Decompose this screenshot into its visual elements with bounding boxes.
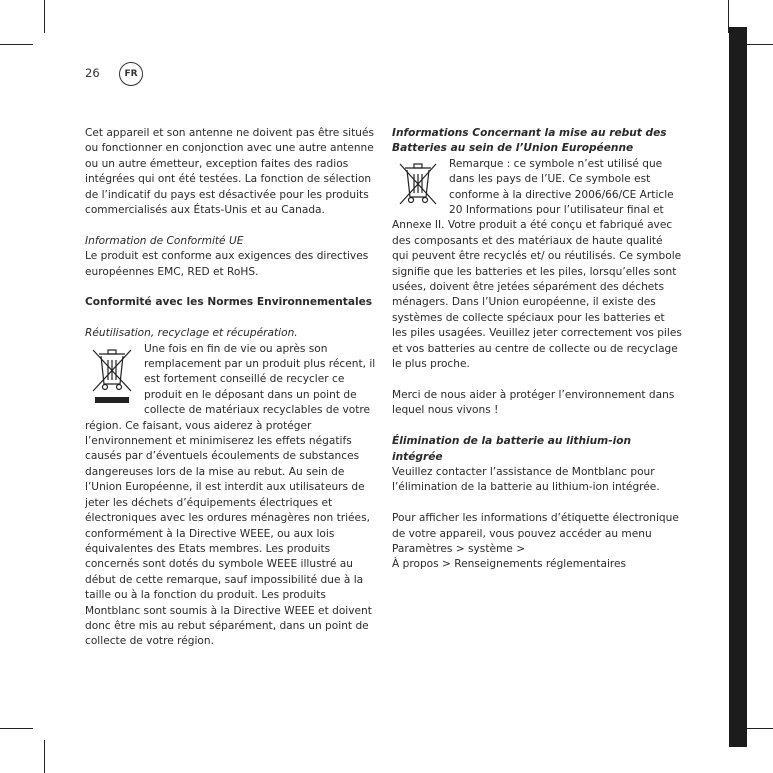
regulatory-section bbox=[392, 511, 682, 573]
environment-heading: Conformité avec les Normes Environnementales bbox=[85, 296, 373, 309]
conformity-heading: Information de Conformité UE bbox=[85, 234, 244, 247]
recycling-heading: Réutilisation, recyclage et récupération. bbox=[85, 327, 298, 340]
crop-mark bbox=[0, 44, 33, 45]
recycling-text: Une fois en fin de vie ou après son remplacement par un produit plus récent, il est fortement conseillé de recycler ce produit en le déposant dans un point de collecte de matériaux recyclables de votre région. Ce faisant, vous aiderez à protéger l’environnement et minimiserez les effets négatifs causés par d’éventuels écoulements de substances dangereuses lors de la mise au rebut. Au sein de l’Union Européenne, il est interdit aux utilisateurs de jeter les déchets d’équipements électriques et électroniques avec les ordures ménagères non triées, conformément à la Directive WEEE, ou aux lois équivalentes des Etats membres. Les produits concernés sont dotés du symbole WEEE illustré au début de cette remarque, sauf impossibilité due à la taille ou à la fonction du produit. Les produits Montblanc sont soumis à la Directive WEEE et doivent donc être mis au rebut séparément, dans un point de collecte de votre région. bbox=[85, 342, 376, 648]
battery-bin-icon bbox=[392, 159, 444, 207]
regulatory-text: Pour afficher les informations d’étiquette électronique de votre appareil, vous pouvez accéder au menu Paramètres > système > bbox=[392, 512, 679, 555]
antenna-paragraph: Cet appareil et son antenne ne doivent pas être situés ou fonctionner en conjonction avec une autre antenne ou un autre émetteur, exception faites des radios intégrées qui ont été testées. La fonction de sélection de l’indicatif du pays est désactivée pour les produits commercialisés aux États-Unis et au Canada. bbox=[85, 127, 374, 217]
regulatory-path: À propos > Renseignements réglementaires bbox=[392, 558, 627, 571]
lithium-text: Veuillez contacter l’assistance de Montblanc pour l’élimination de la batterie au lithium-ion intégrée. bbox=[392, 465, 660, 494]
bleed-tab bbox=[729, 27, 747, 747]
battery-text: Remarque : ce symbole n’est utilisé que dans les pays de l’UE. Ce symbole est conforme à la directive 2006/66/CE Article 20 Informations pour l’utilisateur final et Annexe II. Votre produit a été conçu et fabriqué avec des composants et des matériaux de haute qualité qui peuvent être recyclés et/ ou réutilisés. Ce symbole signifie que les batteries et les piles, lorsqu’elles sont usées, doivent être jetées séparément des déchets ménagers. Dans l’Union européenne, il existe des systèmes de collecte spéciaux pour les batteries et les piles usagées. Veuillez jeter correctement vos piles et vos batteries au centre de collecte ou de recyclage le plus proche. bbox=[392, 157, 682, 371]
weee-bin-icon bbox=[85, 344, 139, 406]
page-number: 26 bbox=[85, 66, 100, 80]
battery-heading: Informations Concernant la mise au rebut des Batteries au sein de l’Union Européenne bbox=[392, 127, 667, 155]
battery-section bbox=[392, 126, 682, 373]
conformity-text: Le produit est conforme aux exigences des directives européennes EMC, RED et RoHS. bbox=[85, 250, 369, 278]
right-column bbox=[392, 126, 682, 588]
language-badge: FR bbox=[119, 62, 143, 86]
thanks-paragraph: Merci de nous aider à protéger l’environnement dans lequel nous vivons ! bbox=[392, 388, 675, 417]
lithium-heading: Élimination de la batterie au lithium-ion intégrée bbox=[392, 435, 632, 463]
crop-mark bbox=[0, 728, 33, 729]
left-column bbox=[85, 126, 380, 650]
crop-mark bbox=[44, 0, 45, 33]
lithium-section bbox=[392, 434, 682, 496]
crop-mark bbox=[44, 740, 45, 773]
conformity-section bbox=[85, 234, 380, 280]
recycling-section bbox=[85, 326, 380, 650]
